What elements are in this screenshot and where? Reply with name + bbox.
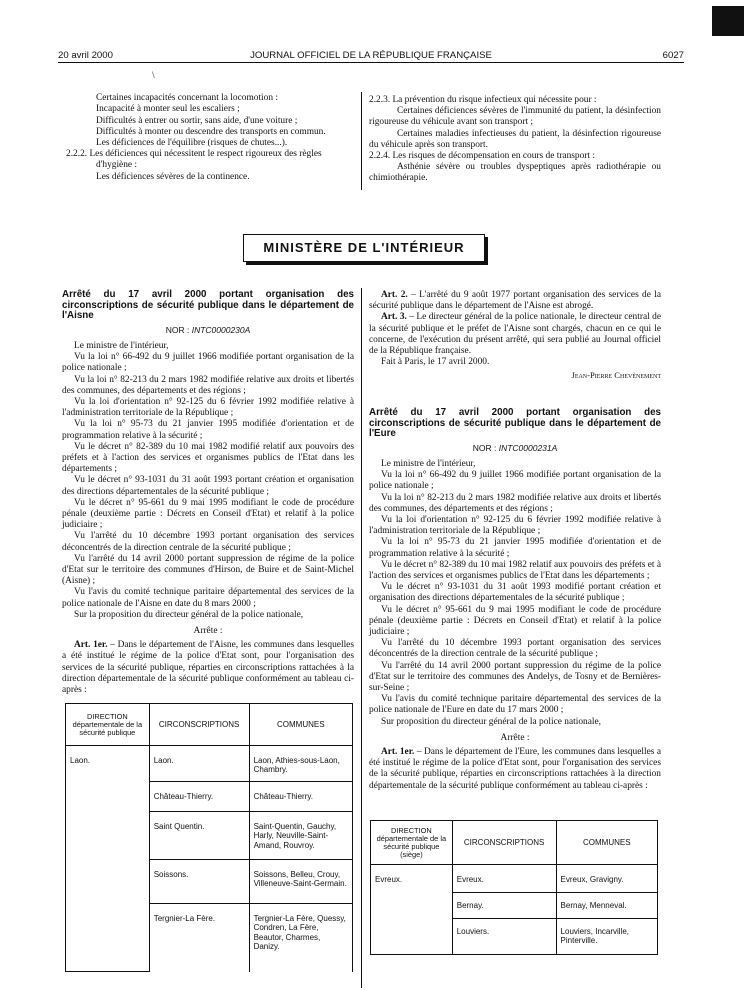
column-divider [361,92,362,190]
paragraph: Vu la loi n° 95-73 du 21 janvier 1995 modifiée d'orientation et de programmation relative à la sécurité ; [369,537,661,559]
circ-cell: Evreux. [452,865,556,893]
item-2-2-4: 2.2.4. Les risques de décompensation en cours de transport : [369,151,595,162]
communes-cell: Laon, Athies-sous-Laon, Chambry. [249,746,352,782]
item-2-2-2: 2.2.2. Les déficiences qui nécessitent le respect rigoureux des règles d'hygiène : [66,149,322,171]
nor-line [62,325,354,336]
paragraph: Vu la loi n° 66-492 du 9 juillet 1966 modifiée portant organisation de la police nationale ; [62,352,354,374]
article-label: Art. 1er. [381,747,415,758]
paragraph: Vu la loi d'orientation n° 92-125 du 6 février 1992 modifiée relative à l'administration territoriale de la République ; [62,397,354,419]
signature: Jean-Pierre Chevènement [571,370,661,381]
header-communes: COMMUNES [556,821,657,865]
fait-a-paris: Fait à Paris, le 17 avril 2000. [381,357,490,368]
text-line: Certaines incapacités concernant la locomotion : [96,93,278,104]
paragraph: Vu la loi n° 82-213 du 2 mars 1982 modifiée relative aux droits et libertés des communes, des départements et des régions ; [369,492,661,514]
direction-cell: Evreux. [371,865,453,955]
article-1 [62,640,354,696]
communes-cell: Soissons, Belleu, Crouy, Villeneuve-Saint-Germain. [249,860,352,904]
article-label: Art. 3. [381,312,407,323]
article-label: Art. 2. [381,290,408,300]
paragraph: Vu la loi n° 82-213 du 2 mars 1982 modifiée relative aux droits et libertés des communes, des départements et des régions ; [62,374,354,396]
paragraph: Vu la loi n° 66-492 du 9 juillet 1966 modifiée portant organisation de la police nationale ; [369,470,661,492]
item-2-2-3: 2.2.3. La prévention du risque infectieux qui nécessite pour : [369,95,597,105]
arrete-aisne [62,290,354,696]
eure-table [370,820,658,955]
circ-cell: Laon. [149,746,249,782]
article-2 [369,290,661,312]
paragraph: Vu l'avis du comité technique paritaire départemental des services de la police nationale de l'Eure en date du 17 mars 2000 ; [369,694,661,716]
scan-corner-mark [712,6,744,36]
item-2-2-4-a: Asthénie sévère ou troubles dyspeptiques après radiothérapie ou chimiothérapie. [369,162,661,184]
text-line: Difficultés à entrer ou sortir, sans aide, d'une voiture ; [96,115,298,126]
table-row [66,746,353,782]
paragraph: Vu le décret n° 82-389 du 10 mai 1982 relatif aux pouvoirs des préfets et à l'action des services et organismes publics de l'Etat dans les départements ; [369,559,661,582]
circ-cell: Bernay. [452,893,556,919]
communes-cell: Tergnier-La Fère, Quessy, Condren, La Fère, Beautor, Charmes, Danizy. [249,904,352,972]
communes-cell: Evreux, Gravigny. [556,865,657,893]
nor-label: NOR : [472,442,497,453]
article-text: – L'arrêté du 9 août 1977 portant organisation des services de la sécurité publique dans le département de l'Aisne est abrogé. [369,290,661,312]
header-page-number: 6027 [662,50,684,61]
header-circonscriptions: CIRCONSCRIPTIONS [149,704,249,746]
paragraph: Vu le décret n° 82-389 du 10 mai 1982 modifié relatif aux pouvoirs des préfets et à l'action des services et organismes publics de l'Etat dans les départements ; [62,441,354,475]
paragraph: Le ministre de l'intérieur, [74,340,169,351]
circ-cell: Tergnier-La Fère. [149,904,249,972]
arrete-word: Arrête : [193,626,223,637]
paragraph: Vu l'arrêté du 10 décembre 1993 portant organisation des services déconcentrés de la direction centrale de la sécurité publique ; [62,531,354,553]
article-label: Art. 1er. [74,640,108,651]
nor-code: INTC0000231A [498,442,558,453]
article-text: – Dans le département de l'Eure, les communes dans lesquelles a été institué le régime de la police d'Etat sont, pour l'organisation des services de la sécurité publique, réparties en circonscriptions rattachées à la direction départementale de la sécurité publique conformément au tableau ci-après : [369,747,661,791]
text-line: Incapacité à monter seul les escaliers ; [96,104,240,115]
paragraph: Vu l'arrêté du 10 décembre 1993 portant organisation des services déconcentrés de la direction centrale de la sécurité publique ; [369,638,661,660]
article-1 [369,747,661,792]
table-header-row [66,704,353,746]
header-circonscriptions: CIRCONSCRIPTIONS [452,821,556,865]
article-3 [369,312,661,357]
top-left-column [66,71,356,183]
paragraph: Vu le décret n° 95-661 du 9 mai 1995 modifiant le code de procédure pénale (deuxième partie : Décrets en Conseil d'Etat) et relatif à la police judiciaire ; [369,604,661,638]
paragraph: Sur proposition du directeur général de la police nationale, [381,716,601,727]
communes-cell: Louviers, Incarville, Pinterville. [556,919,657,955]
item-2-2-3-b: Certaines maladies infectieuses du patient, la désinfection rigoureuse du véhicule après son transport. [369,128,661,150]
communes-cell: Bernay, Menneval. [556,893,657,919]
header-date: 20 avril 2000 [58,50,113,61]
arrete-word: Arrête : [500,732,530,743]
text-line: Difficultés à monter ou descendre des transports en commun. [96,126,326,137]
paragraph: Vu la loi n° 95-73 du 21 janvier 1995 modifiée d'orientation et de programmation relative à la sécurité ; [62,419,354,441]
article-text: – Le directeur général de la police nationale, le directeur central de la sécurité publique et le préfet de l'Aisne sont chargés, chacun en ce qui le concerne, de l'exécution du présent arrêté, qui sera publié au Journal officiel de la République française. [369,312,662,357]
table-row [371,865,658,893]
circ-cell: Saint Quentin. [149,812,249,860]
circ-cell: Château-Thierry. [149,782,249,812]
paragraph: Vu l'arrêté du 14 avril 2000 portant suppression de régime de la police d'Etat sur le territoire des communes d'Hirson, de Buire et de Saint-Michel (Aisne) ; [62,553,354,587]
item-2-2-3-a: Certaines déficiences sévères de l'immunité du patient, la désinfection rigoureuse du véhicule avant son transport ; [369,106,661,128]
paragraph: Vu la loi d'orientation n° 92-125 du 6 février 1992 modifiée relative à l'administration territoriale de la République ; [369,515,661,537]
arrete-title: Arrêté du 17 avril 2000 portant organisation des circonscriptions de sécurité publique dans le département de l'Aisne [62,289,354,322]
item-2-2-2-sub: Les déficiences sévères de la continence. [96,171,250,182]
nor-line [369,443,661,454]
paragraph: Le ministre de l'intérieur, [381,458,476,469]
top-right-column [369,95,661,185]
nor-label: NOR : [165,324,190,335]
header-journal: JOURNAL OFFICIEL DE LA RÉPUBLIQUE FRANÇAISE [250,50,492,61]
ministry-heading: MINISTÈRE DE L'INTÉRIEUR [243,234,485,262]
header-direction: DIRECTION départementale de la sécurité publique [66,704,150,746]
paragraph: Vu le décret n° 93-1031 du 31 août 1993 portant création et organisation des directions départementales de la sécurité publique ; [62,475,354,497]
header-direction: DIRECTION départementale de la sécurité publique (siège) [371,821,453,865]
article-text: – Dans le département de l'Aisne, les communes dans lesquelles a été institué le régime de la police d'Etat sont, pour l'organisation des services de la sécurité publique, réparties en circonscriptions rattachées à la direction départementale de la sécurité publique conformément au tableau ci-après : [62,640,354,696]
arrete-aisne-end [369,290,661,382]
nor-code: INTC0000230A [191,324,251,335]
circ-cell: Louviers. [452,919,556,955]
header-rule [58,62,684,63]
paragraph: Sur la proposition du directeur général de la police nationale, [74,609,304,620]
text-line: Les déficiences de l'équilibre (risques de chutes...). [96,138,288,149]
arrete-eure [369,408,661,792]
table-header-row [371,821,658,865]
communes-cell: Saint-Quentin, Gauchy, Harly, Neuville-Saint-Amand, Rouvroy. [249,812,352,860]
column-divider [361,288,362,988]
circ-cell: Soissons. [149,860,249,904]
paragraph: Vu l'avis du comité technique paritaire départemental des services de la police nationale de l'Aisne en date du 8 mars 2000 ; [62,587,354,609]
paragraph: Vu l'arrêté du 14 avril 2000 portant suppression du régime de la police d'Etat sur le territoire des communes des Andelys, de Tosny et de Bernières-sur-Seine ; [369,660,661,694]
stray-mark: \ [152,71,155,81]
direction-cell: Laon. [66,746,150,972]
paragraph: Vu le décret n° 95-661 du 9 mai 1995 modifiant le code de procédure pénale (deuxième partie : Décrets en Conseil d'Etat) et relatif à la police judiciaire ; [62,497,354,531]
paragraph: Vu le décret n° 93-1031 du 31 août 1993 modifié portant création et organisation des directions départementales de la sécurité publique ; [369,582,661,604]
header-communes: COMMUNES [249,704,352,746]
aisne-table [65,703,353,972]
communes-cell: Château-Thierry. [249,782,352,812]
arrete-title: Arrêté du 17 avril 2000 portant organisation des circonscriptions de sécurité publique dans le département de l'Eure [369,407,661,440]
